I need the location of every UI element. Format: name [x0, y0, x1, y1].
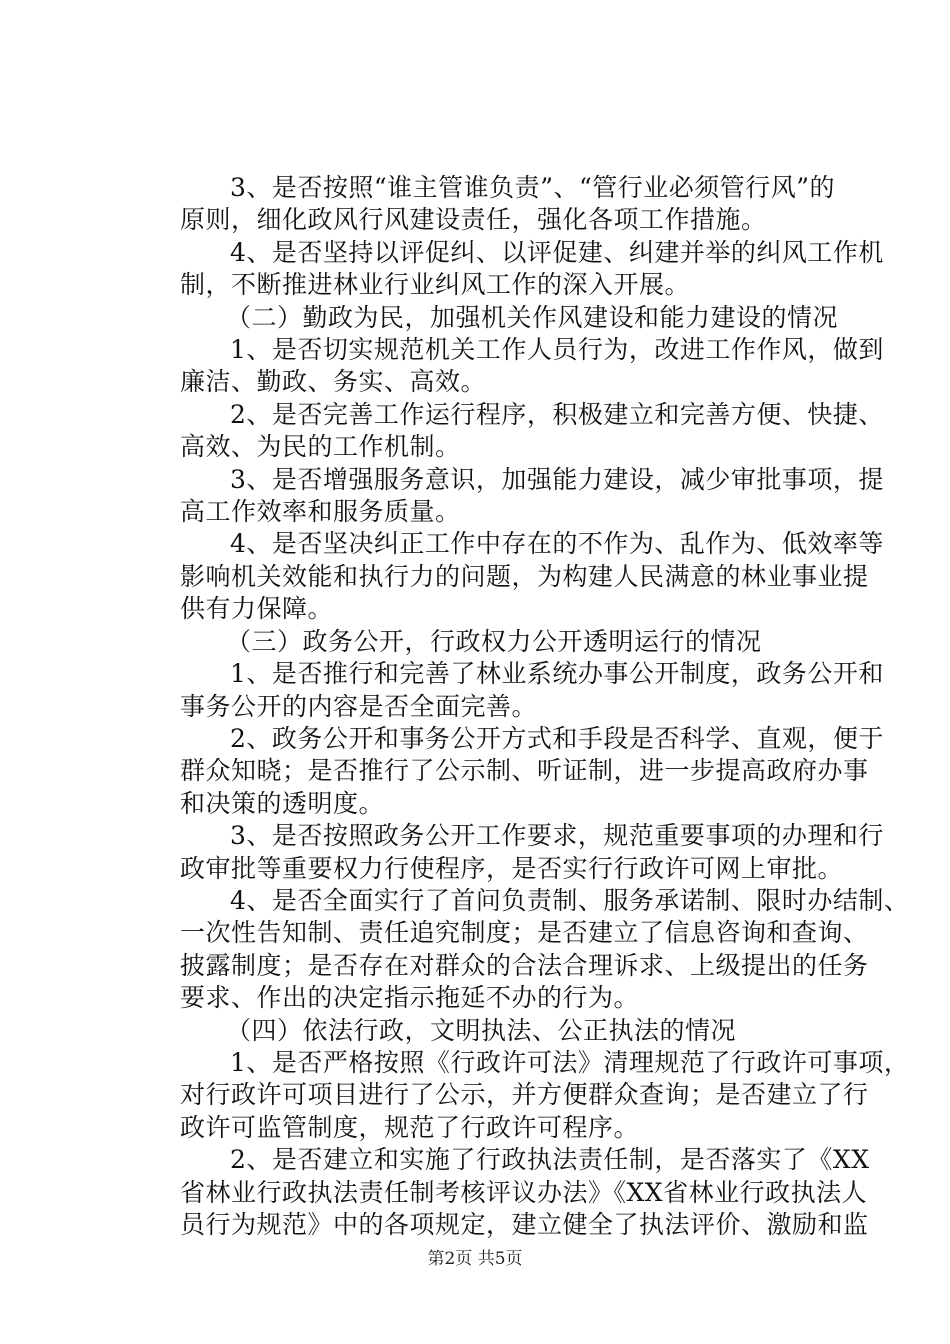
paragraph-line: 对行政许可项目进行了公示，并方便群众查询；是否建立了行 [180, 1080, 869, 1110]
section-heading-3 [130, 626, 830, 658]
paragraph-line: 原则，细化政风行风建设责任，强化各项工作措施。 [180, 205, 767, 235]
paragraph-1 [130, 172, 836, 237]
paragraph-9 [130, 820, 884, 885]
paragraph-line: 1、是否推行和完善了林业系统办事公开制度，政务公开和 [230, 659, 884, 689]
paragraph-line: 披露制度；是否存在对群众的合法合理诉求、上级提出的任务 [180, 950, 869, 980]
paragraph-10 [130, 885, 910, 1015]
paragraph-line: 省林业行政执法责任制考核评议办法》《XX省林业行政执法人 [180, 1177, 868, 1207]
paragraph-line: 4、是否全面实行了首问负责制、服务承诺制、限时办结制、 [230, 885, 910, 915]
paragraph-4 [130, 399, 884, 464]
paragraph-line: 3、是否按照“谁主管谁负责”、“管行业必须管行风”的 [230, 173, 836, 202]
paragraph-line: 2、是否完善工作运行程序，积极建立和完善方便、快捷、 [230, 399, 884, 429]
section-heading-4 [130, 1015, 830, 1047]
paragraph-line: 1、是否严格按照《行政许可法》清理规范了行政许可事项， [230, 1047, 910, 1077]
paragraph-line: 一次性告知制、责任追究制度；是否建立了信息咨询和查询、 [180, 918, 869, 948]
section-heading-2 [130, 302, 839, 334]
paragraph-3 [130, 334, 884, 399]
paragraph-11 [130, 1047, 910, 1144]
paragraph-line: 1、是否切实规范机关工作人员行为，改进工作作风，做到 [230, 335, 884, 365]
page-number-footer: 第2页 共5页 [427, 1249, 523, 1269]
paragraph-12 [130, 1144, 870, 1241]
paragraph-line: 3、是否增强服务意识，加强能力建设，减少审批事项，提 [230, 464, 884, 494]
paragraph-line: 政许可监管制度，规范了行政许可程序。 [180, 1112, 640, 1142]
paragraph-6 [130, 528, 884, 625]
paragraph-2 [130, 237, 884, 302]
paragraph-line: 供有力保障。 [180, 594, 334, 624]
paragraph-line: 影响机关效能和执行力的问题，为构建人民满意的林业事业提 [180, 561, 869, 591]
paragraph-line: 3、是否按照政务公开工作要求，规范重要事项的办理和行 [230, 821, 884, 851]
section-heading-line: （三）政务公开，行政权力公开透明运行的情况 [226, 626, 762, 656]
paragraph-line: 员行为规范》中的各项规定，建立健全了执法评价、激励和监 [180, 1210, 869, 1239]
paragraph-5 [130, 464, 884, 529]
paragraph-line: 2、是否建立和实施了行政执法责任制，是否落实了《XX [230, 1145, 870, 1175]
paragraph-line: 群众知晓；是否推行了公示制、听证制，进一步提高政府办事 [180, 756, 869, 786]
paragraph-line: 高工作效率和服务质量。 [180, 497, 461, 527]
paragraph-line: 事务公开的内容是否全面完善。 [180, 691, 538, 721]
paragraph-line: 4、是否坚决纠正工作中存在的不作为、乱作为、低效率等 [230, 529, 884, 559]
paragraph-8 [130, 723, 884, 820]
paragraph-line: 制，不断推进林业行业纠风工作的深入开展。 [180, 270, 691, 300]
section-heading-line: （二）勤政为民，加强机关作风建设和能力建设的情况 [226, 302, 839, 332]
paragraph-line: 要求、作出的决定指示拖延不办的行为。 [180, 983, 640, 1013]
paragraph-line: 4、是否坚持以评促纠、以评促建、纠建并举的纠风工作机 [230, 237, 884, 267]
paragraph-line: 2、政务公开和事务公开方式和手段是否科学、直观，便于 [230, 723, 884, 753]
paragraph-7 [130, 658, 884, 723]
document-body [130, 172, 910, 1241]
paragraph-line: 廉洁、勤政、务实、高效。 [180, 367, 487, 397]
section-heading-line: （四）依法行政，文明执法、公正执法的情况 [226, 1015, 737, 1045]
paragraph-line: 政审批等重要权力行使程序，是否实行行政许可网上审批。 [180, 853, 844, 883]
paragraph-line: 高效、为民的工作机制。 [180, 432, 461, 462]
paragraph-line: 和决策的透明度。 [180, 788, 385, 818]
